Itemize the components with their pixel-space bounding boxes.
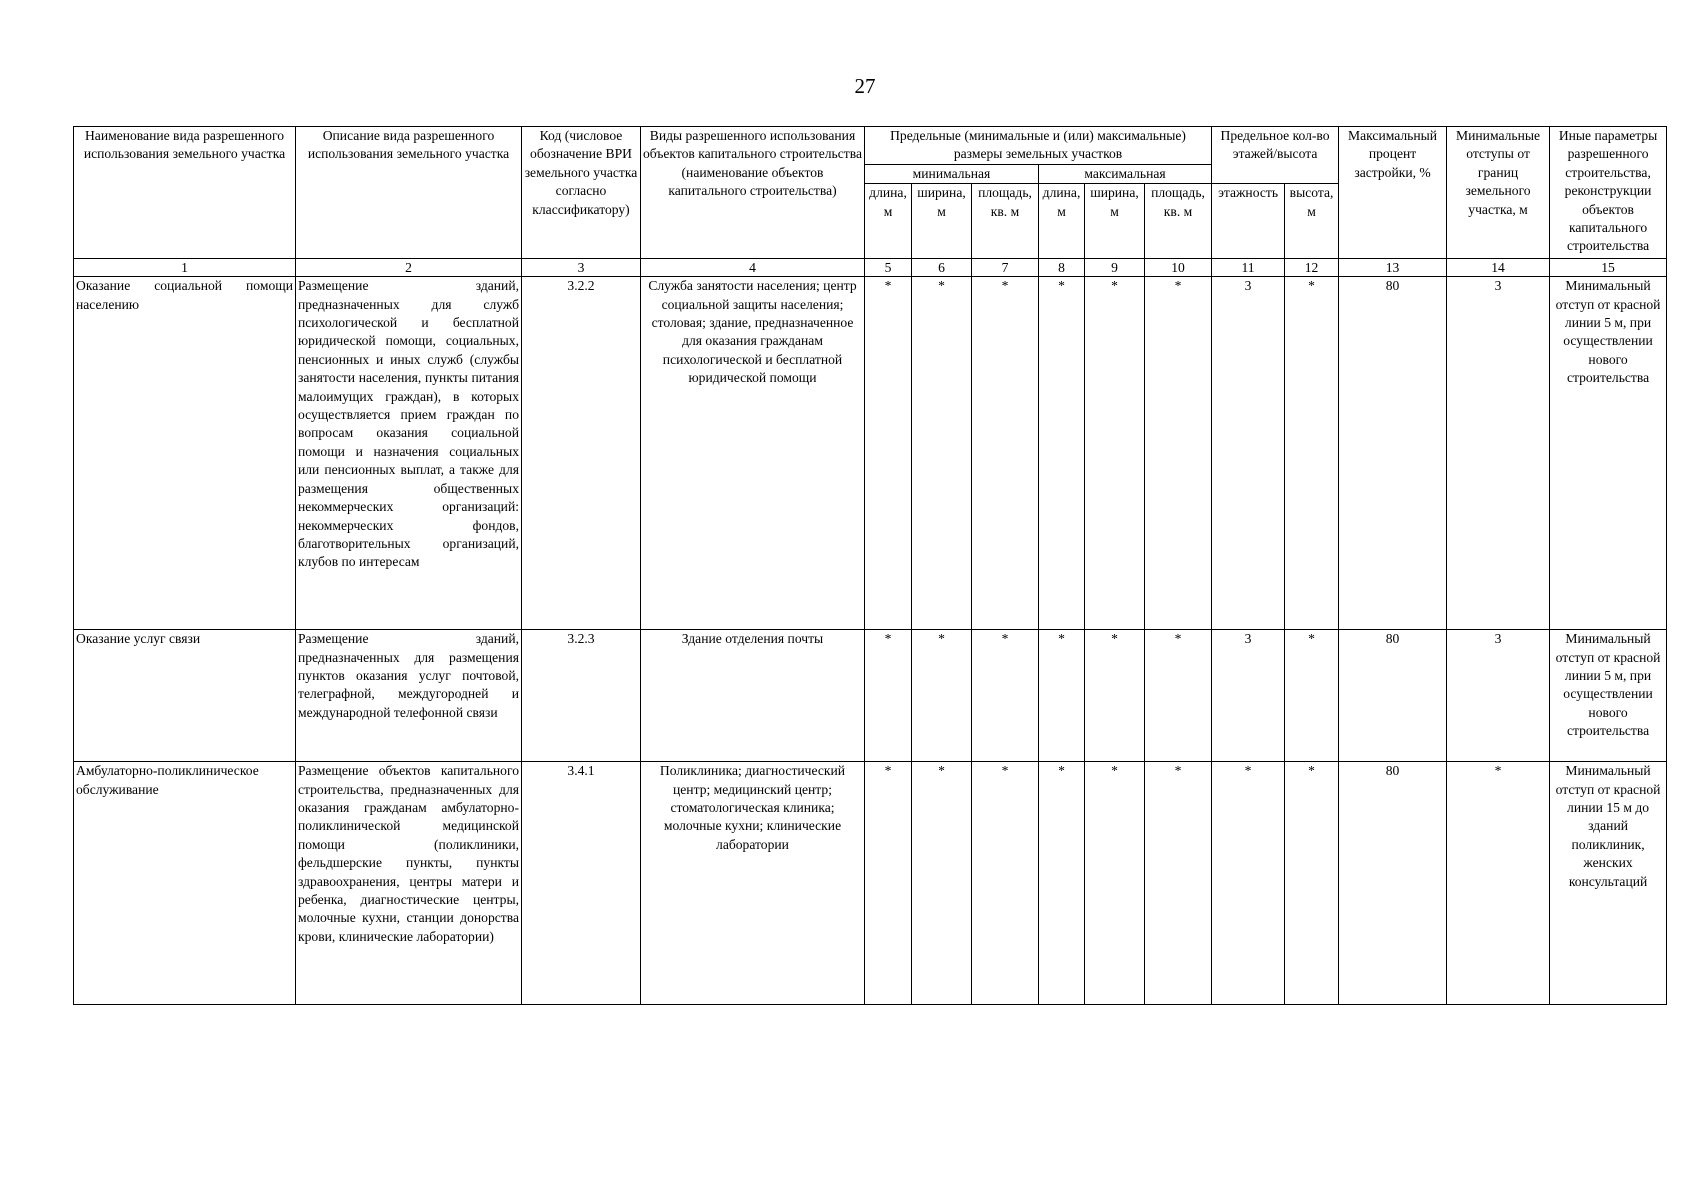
column-number-row <box>74 259 1667 277</box>
header-max-length: длина, м <box>1039 184 1085 259</box>
column-number: 4 <box>641 259 865 277</box>
row-min-length: * <box>865 630 912 762</box>
header-floors-height: Предельное кол-во этажей/высота <box>1212 127 1339 184</box>
row-max-area: * <box>1145 277 1212 630</box>
row-min-area: * <box>972 277 1039 630</box>
row-max-width: * <box>1085 762 1145 1005</box>
column-number: 10 <box>1145 259 1212 277</box>
column-number: 8 <box>1039 259 1085 277</box>
row-name: Оказание услуг связи <box>74 630 296 762</box>
row-max-percent: 80 <box>1339 630 1447 762</box>
header-floors: этажность <box>1212 184 1285 259</box>
row-max-area: * <box>1145 630 1212 762</box>
row-code: 3.4.1 <box>522 762 641 1005</box>
header-code: Код (числовое обозначение ВРИ земельного участка согласно классификатору) <box>522 127 641 259</box>
column-number: 9 <box>1085 259 1145 277</box>
column-number: 6 <box>912 259 972 277</box>
header-name: Наименование вида разрешенного использования земельного участка <box>74 127 296 259</box>
table-row <box>74 762 1667 1005</box>
row-max-percent: 80 <box>1339 277 1447 630</box>
row-other-params: Минимальный отступ от красной линии 5 м, при осуществлении нового строительства <box>1550 277 1667 630</box>
row-max-width: * <box>1085 277 1145 630</box>
row-height: * <box>1285 277 1339 630</box>
row-min-setback: * <box>1447 762 1550 1005</box>
land-use-regulations-table <box>73 126 1667 1005</box>
header-min-group: минимальная <box>865 164 1039 183</box>
row-min-setback: 3 <box>1447 630 1550 762</box>
row-other-params: Минимальный отступ от красной линии 5 м, при осуществлении нового строительства <box>1550 630 1667 762</box>
row-description: Размещение зданий, предназначенных для служб психологической и бесплатной юридической помощи, социальных, пенсионных и иных служб (службы занятости населения, пункты питания малоимущих граждан), в которых осуществляется прием граждан по вопросам оказания социальной помощи и назначения социальных или пенсионных выплат, а также для размещения общественных некоммерческих организаций: некоммерческих фондов, благотворительных организаций, клубов по интересам <box>296 277 522 630</box>
row-min-length: * <box>865 277 912 630</box>
row-floors: 3 <box>1212 277 1285 630</box>
column-number: 14 <box>1447 259 1550 277</box>
header-max-group: максимальная <box>1039 164 1212 183</box>
table-row <box>74 630 1667 762</box>
row-objects: Поликлиника; диагностический центр; медицинский центр; стоматологическая клиника; молочные кухни; клинические лаборатории <box>641 762 865 1005</box>
header-min-length: длина, м <box>865 184 912 259</box>
header-min-setback: Минимальные отступы от границ земельного участка, м <box>1447 127 1550 259</box>
row-min-area: * <box>972 762 1039 1005</box>
row-max-length: * <box>1039 277 1085 630</box>
header-max-percent: Максимальный процент застройки, % <box>1339 127 1447 259</box>
row-max-area: * <box>1145 762 1212 1005</box>
column-number: 2 <box>296 259 522 277</box>
row-floors: * <box>1212 762 1285 1005</box>
column-number: 7 <box>972 259 1039 277</box>
row-max-width: * <box>1085 630 1145 762</box>
row-objects: Здание отделения почты <box>641 630 865 762</box>
row-description: Размещение зданий, предназначенных для размещения пунктов оказания услуг почтовой, телеграфной, междугородней и международной телефонной связи <box>296 630 522 762</box>
page-number: 27 <box>854 74 876 98</box>
row-min-width: * <box>912 630 972 762</box>
row-code: 3.2.2 <box>522 277 641 630</box>
row-min-length: * <box>865 762 912 1005</box>
column-number: 1 <box>74 259 296 277</box>
table-row <box>74 277 1667 630</box>
row-name: Амбулаторно-поликлиническое обслуживание <box>74 762 296 1005</box>
column-number: 11 <box>1212 259 1285 277</box>
header-min-width: ширина, м <box>912 184 972 259</box>
header-land-sizes: Предельные (минимальные и (или) максимальные) размеры земельных участков <box>865 127 1212 165</box>
column-number: 15 <box>1550 259 1667 277</box>
row-code: 3.2.3 <box>522 630 641 762</box>
header-max-width: ширина, м <box>1085 184 1145 259</box>
header-max-area: площадь, кв. м <box>1145 184 1212 259</box>
row-other-params: Минимальный отступ от красной линии 15 м до зданий поликлиник, женских консультаций <box>1550 762 1667 1005</box>
column-number: 3 <box>522 259 641 277</box>
row-height: * <box>1285 762 1339 1005</box>
header-other-params: Иные параметры разрешенного строительства, реконструкции объектов капитального строительства <box>1550 127 1667 259</box>
row-floors: 3 <box>1212 630 1285 762</box>
column-number: 13 <box>1339 259 1447 277</box>
row-min-width: * <box>912 277 972 630</box>
header-height: высота, м <box>1285 184 1339 259</box>
row-name: Оказание социальной помощи населению <box>74 277 296 630</box>
row-min-width: * <box>912 762 972 1005</box>
column-number: 12 <box>1285 259 1339 277</box>
header-description: Описание вида разрешенного использования земельного участка <box>296 127 522 259</box>
row-height: * <box>1285 630 1339 762</box>
row-objects: Служба занятости населения; центр социальной защиты населения; столовая; здание, предназначенное для оказания гражданам психологической и бесплатной юридической помощи <box>641 277 865 630</box>
row-min-area: * <box>972 630 1039 762</box>
header-objects: Виды разрешенного использования объектов капитального строительства (наименование объектов капитального строительства) <box>641 127 865 259</box>
row-max-length: * <box>1039 762 1085 1005</box>
header-min-area: площадь, кв. м <box>972 184 1039 259</box>
row-max-percent: 80 <box>1339 762 1447 1005</box>
row-description: Размещение объектов капитального строительства, предназначенных для оказания гражданам амбулаторно-поликлинической медицинской помощи (поликлиники, фельдшерские пункты, пункты здравоохранения, центры матери и ребенка, диагностические центры, молочные кухни, станции донорства крови, клинические лаборатории) <box>296 762 522 1005</box>
row-min-setback: 3 <box>1447 277 1550 630</box>
column-number: 5 <box>865 259 912 277</box>
row-max-length: * <box>1039 630 1085 762</box>
